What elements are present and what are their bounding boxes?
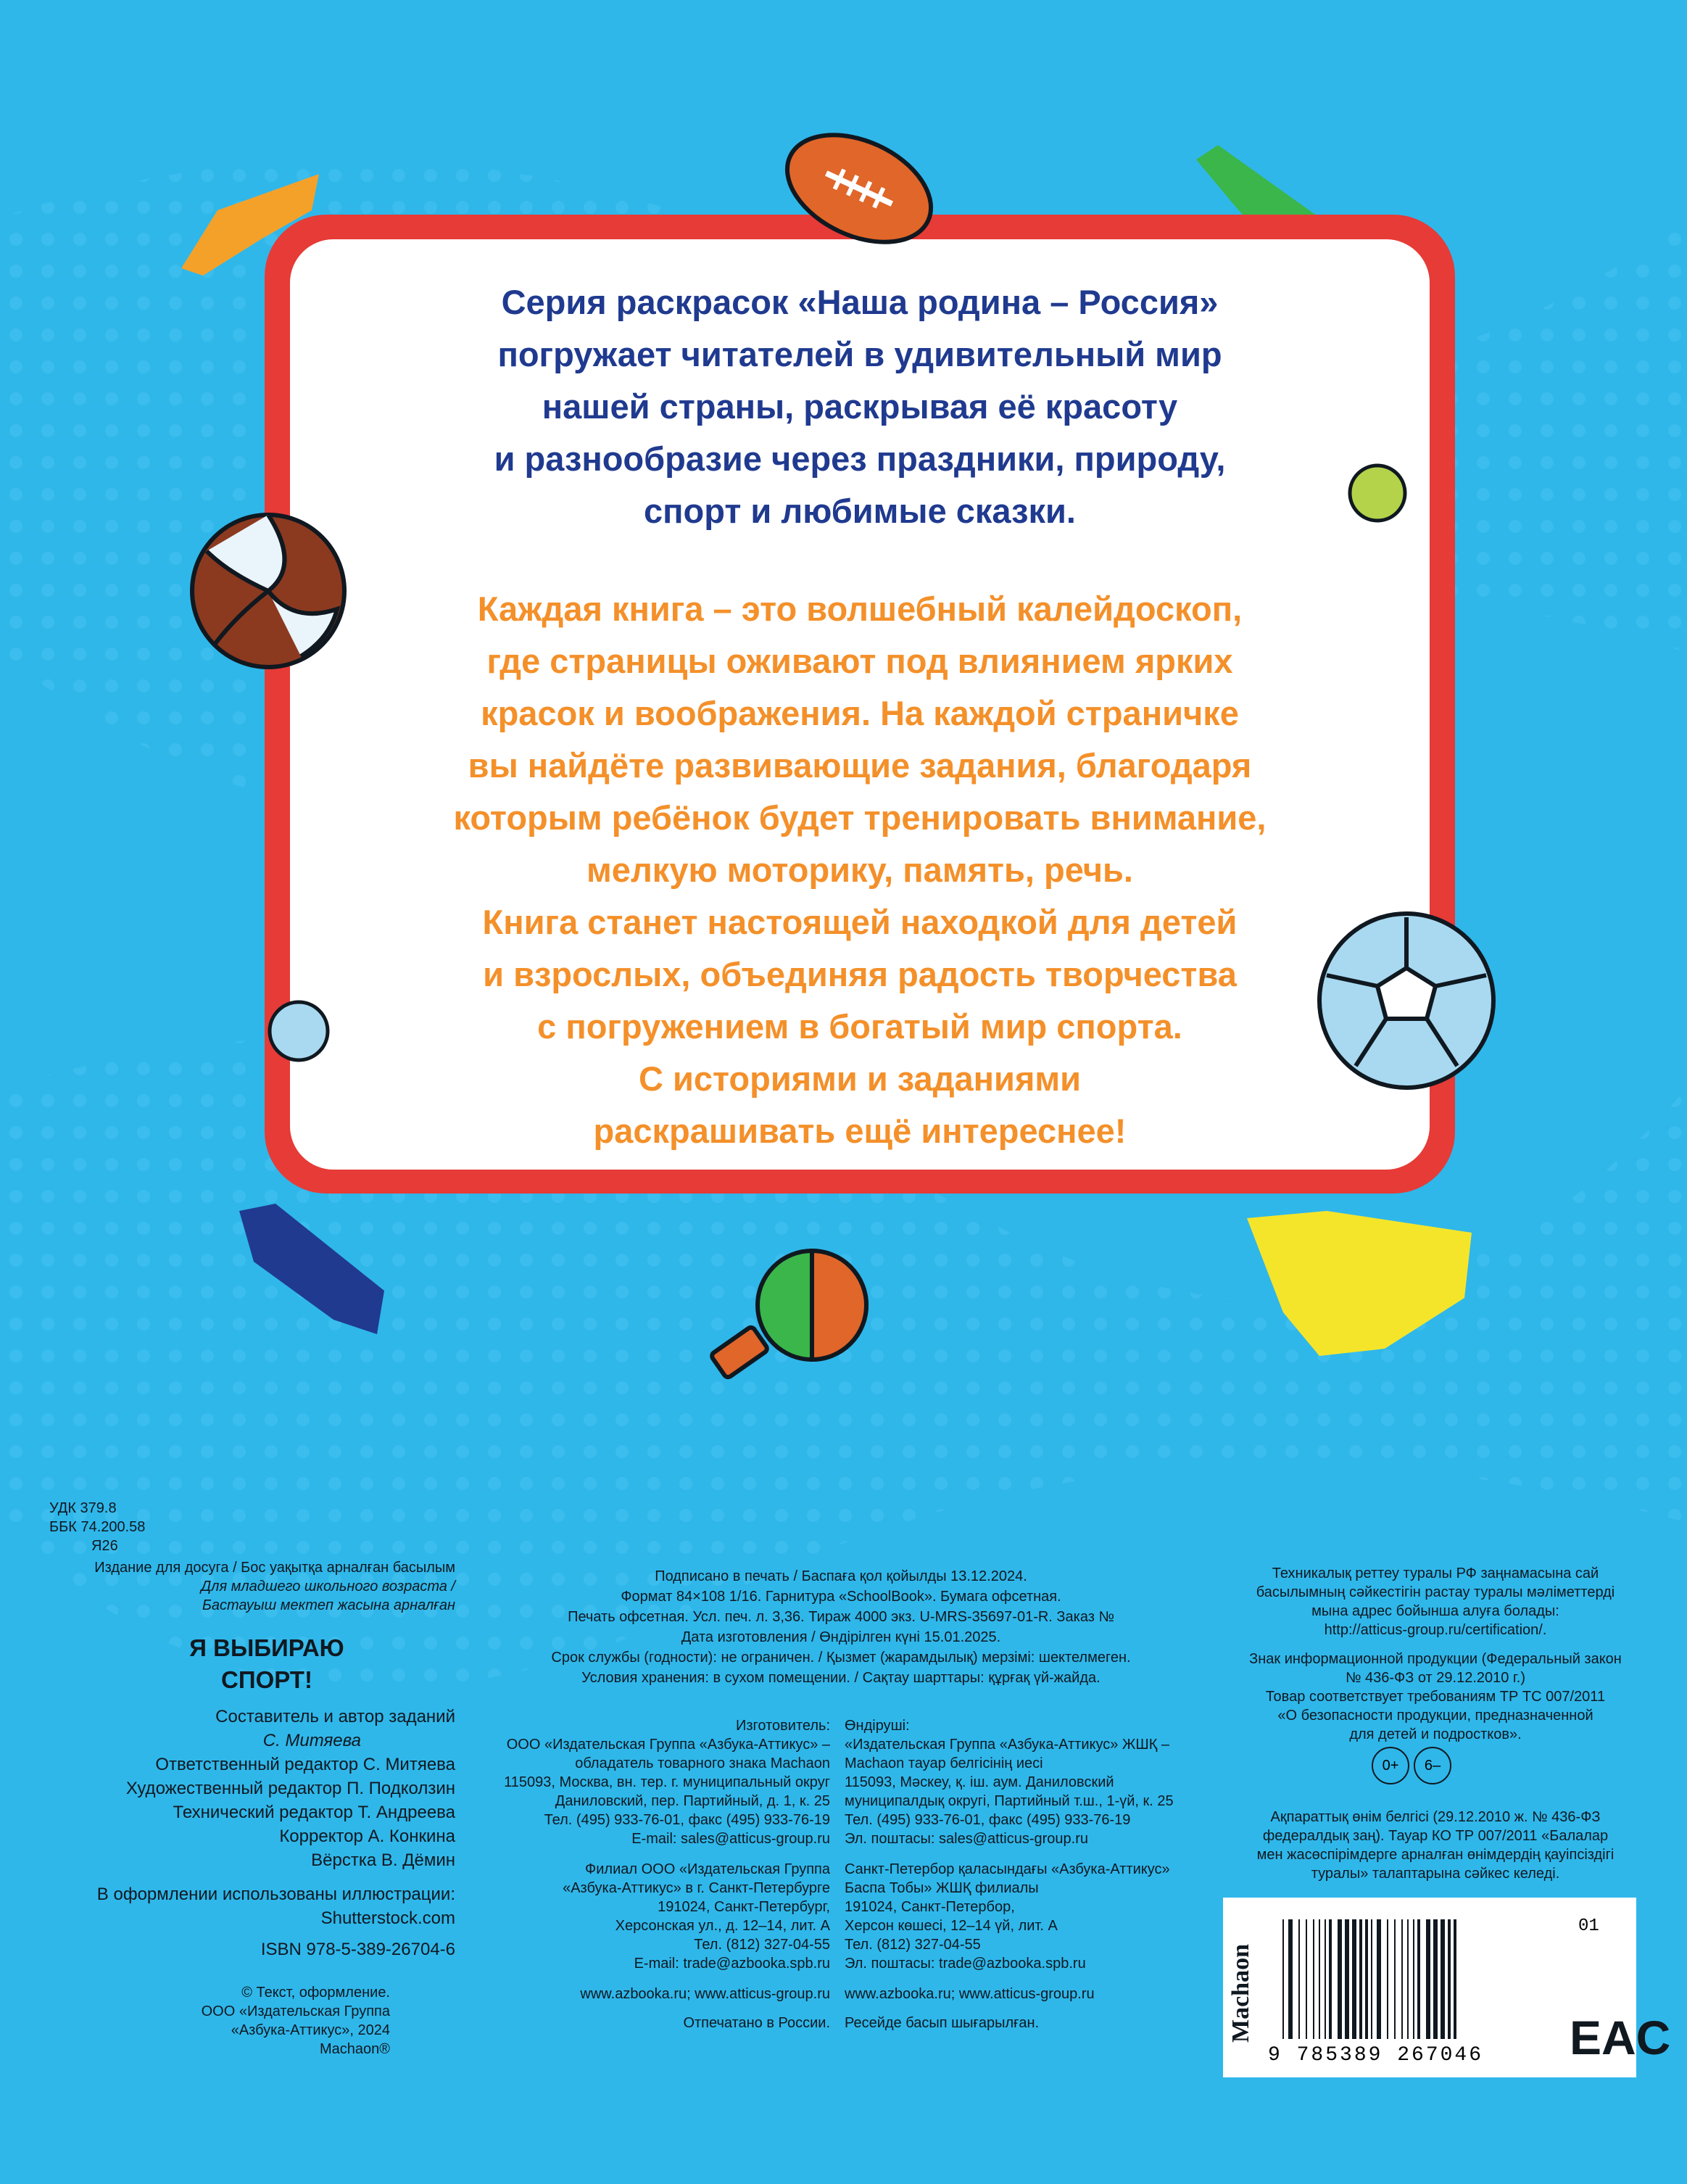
edition-age-kz: Бастауыш мектеп жасына арналған	[202, 1597, 455, 1613]
kz-line: мен жасөспірімдерге арналған өнімдердің қауіпсіздігі	[1256, 1847, 1615, 1863]
blurb-line: Книга станет настоящей находкой для детей	[482, 903, 1238, 941]
info-line: Знак информационной продукции (Федеральный закон	[1249, 1651, 1622, 1667]
print-line: Печать офсетная. Усл. печ. л. 3,36. Тираж 4000 экз. U-MRS-35697-01-R. Заказ №	[568, 1609, 1114, 1625]
barcode-bar	[1282, 1919, 1284, 2039]
small-ball-icon	[265, 997, 333, 1066]
barcode-number: 9 785389 267046	[1268, 2044, 1484, 2067]
manufacturer-line: 191024, Санкт-Петербор,	[845, 1899, 1015, 1915]
barcode-bar	[1325, 1919, 1326, 2039]
manufacturer-ru	[464, 1716, 830, 2032]
manufacturer-line	[464, 1848, 830, 1860]
manufacturer-line: муниципалдық округі, Партийный т.ш., 1-үй, к. 25	[845, 1793, 1174, 1809]
imprint-left	[49, 1499, 455, 2059]
credit-line: Составитель и автор заданий	[215, 1707, 455, 1726]
barcode-bar	[1401, 1919, 1403, 2039]
book-description	[312, 583, 1408, 1157]
barcode-bar	[1288, 1919, 1293, 2039]
manufacturer-line	[845, 1848, 1222, 1860]
barcode-bar	[1417, 1919, 1420, 2039]
manufacturer-line: Баспа Тобы» ЖШҚ филиалы	[845, 1880, 1039, 1896]
print-line: Дата изготовления / Өндірілген күні 15.01.2025.	[681, 1629, 1001, 1645]
age-mark-0: 0+	[1372, 1747, 1409, 1784]
manufacturer-line	[845, 1973, 1222, 1985]
illustrations-source: Shutterstock.com	[320, 1908, 455, 1928]
barcode-bar	[1413, 1919, 1414, 2039]
cert-line: басылымның сәйкестігін растау туралы мәліметтерді	[1256, 1584, 1615, 1600]
edition-age: Для младшего школьного возраста /	[201, 1579, 455, 1594]
blurb-line: которым ребёнок будет тренировать внимание,	[453, 798, 1267, 837]
volleyball-icon	[185, 508, 352, 674]
imprint-right-kz	[1232, 1808, 1638, 1883]
print-line: Формат 84×108 1/16. Гарнитура «SchoolBook». Бумага офсетная.	[621, 1589, 1061, 1605]
manufacturer-kz	[845, 1716, 1222, 2032]
manufacturer-line: Херсонская ул., д. 12–14, лит. А	[615, 1918, 830, 1934]
barcode-bar	[1345, 1919, 1349, 2039]
author-code: Я26	[91, 1538, 118, 1554]
blurb-line: Серия раскрасок «Наша родина – Россия»	[501, 283, 1219, 321]
barcode-bar	[1448, 1919, 1451, 2039]
blurb-line: вы найдёте развивающие задания, благодаря	[468, 746, 1252, 785]
tennis-ball-icon	[1345, 460, 1410, 526]
bbk-code: ББК 74.200.58	[49, 1519, 146, 1535]
blurb-line: С историями и заданиями	[638, 1059, 1082, 1098]
manufacturer-line: обладатель товарного знака Machaon	[575, 1755, 830, 1771]
manufacturer-line: ООО «Издательская Группа «Азбука-Аттикус» –	[506, 1737, 830, 1753]
blurb-line: нашей страны, раскрывая её красоту	[542, 387, 1178, 426]
blurb-line: и разнообразие через праздники, природу,	[494, 439, 1226, 478]
manufacturer-line: www.azbooka.ru; www.atticus-group.ru	[580, 1986, 830, 2002]
barcode-bar	[1433, 1919, 1438, 2039]
edition-type: Издание для досуга / Бос уақытқа арналған басылым	[94, 1560, 455, 1576]
manufacturer-line: E-mail: sales@atticus-group.ru	[631, 1831, 830, 1847]
age-mark-6: 6–	[1414, 1747, 1451, 1784]
soccer-ball-icon	[1312, 906, 1501, 1095]
blurb-line: погружает читателей в удивительный мир	[497, 335, 1222, 373]
manufacturer-line	[464, 2003, 830, 2014]
ping-pong-paddle-icon	[703, 1240, 884, 1399]
barcode-bar	[1365, 1919, 1368, 2039]
manufacturer-line: Тел. (495) 933-76-01, факс (495) 933-76-19	[845, 1812, 1131, 1828]
barcode-bar	[1319, 1919, 1320, 2039]
manufacturer-line: «Издательская Группа «Азбука-Аттикус» ЖШҚ –	[845, 1737, 1170, 1753]
copyright-line: «Азбука-Аттикус», 2024	[231, 2022, 390, 2038]
blurb-line: где страницы оживают под влиянием ярких	[486, 642, 1233, 680]
barcode-bar	[1306, 1919, 1307, 2039]
print-line: Условия хранения: в сухом помещении. / Сақтау шарттары: құрғақ үй-жайда.	[581, 1670, 1101, 1686]
cert-line: Техникалық реттеу туралы РФ заңнамасына сай	[1272, 1565, 1599, 1581]
book-title: Я ВЫБИРАЮ	[189, 1634, 344, 1661]
navy-paint-stroke	[232, 1196, 391, 1341]
printed-in: Отпечатано в России.	[683, 2015, 830, 2031]
manufacturer-line: 115093, Мәскеу, қ. іш. аум. Даниловский	[845, 1774, 1114, 1790]
copyright-line: Machaon®	[319, 2041, 390, 2057]
manufacturer-line: Тел. (812) 327-04-55	[845, 1937, 981, 1953]
manufacturer-line	[464, 1973, 830, 1985]
yellow-paint-stroke	[1240, 1204, 1479, 1363]
info-line: № 436-ФЗ от 29.12.2010 г.)	[1345, 1670, 1525, 1686]
manufacturer-line: E-mail: trade@azbooka.spb.ru	[634, 1956, 830, 1972]
manufacturer-line: Даниловский, пер. Партийный, д. 1, к. 25	[555, 1793, 830, 1809]
blurb-line: Каждая книга – это волшебный калейдоскоп,	[477, 590, 1243, 628]
print-line: Подписано в печать / Баспаға қол қойылды 13.12.2024.	[655, 1568, 1027, 1584]
barcode-bar	[1454, 1919, 1456, 2039]
blurb-line: спорт и любимые сказки.	[644, 492, 1076, 530]
copyright-line: ООО «Издательская Группа	[201, 2003, 390, 2019]
blurb-line: и взрослых, объединяя радость творчества	[483, 955, 1237, 993]
manufacturer-line: Херсон көшесі, 12–14 үй, лит. А	[845, 1918, 1058, 1934]
barcode-bar	[1394, 1919, 1396, 2039]
manufacturer-line: 115093, Москва, вн. тер. г. муниципальный округ	[504, 1774, 830, 1790]
barcode-bar	[1329, 1919, 1332, 2039]
publisher-logo: Machaon	[1227, 1944, 1254, 2043]
udk-code: УДК 379.8	[49, 1500, 117, 1516]
barcode-bar	[1338, 1919, 1342, 2039]
manufacturer-line: Machaon тауар белгісінің иесі	[845, 1755, 1043, 1771]
manufacturer-line: Өндіруші:	[845, 1718, 910, 1734]
manufacturer-line: «Азбука-Аттикус» в г. Санкт-Петербурге	[563, 1880, 830, 1896]
manufacturer-line: Эл. поштасы: sales@atticus-group.ru	[845, 1831, 1088, 1847]
barcode-bar	[1313, 1919, 1314, 2039]
manufacturer-line: www.azbooka.ru; www.atticus-group.ru	[845, 1986, 1095, 2002]
manufacturer-line	[845, 2003, 1222, 2014]
barcode-bar	[1407, 1919, 1409, 2039]
isbn: ISBN 978-5-389-26704-6	[260, 1940, 455, 1959]
credit-line: Ответственный редактор С. Митяева	[155, 1755, 455, 1774]
printed-in: Ресейде басып шығарылған.	[845, 2015, 1040, 2031]
credit-line: Корректор А. Конкина	[279, 1827, 455, 1846]
manufacturer-line: Тел. (812) 327-04-55	[694, 1937, 830, 1953]
blurb-line: мелкую моторику, память, речь.	[586, 851, 1133, 889]
imprint-print-details	[493, 1566, 1189, 1688]
info-line: Товар соответствует требованиям ТР ТС 007/2011	[1265, 1689, 1606, 1705]
kz-line: федералдық заң). Тауар КО ТР 007/2011 «Балалар	[1262, 1828, 1609, 1844]
kz-line: туралы» талаптарына сәйкес келеді.	[1311, 1866, 1560, 1882]
blurb-line: с погружением в богатый мир спорта.	[537, 1007, 1182, 1046]
book-title: СПОРТ!	[221, 1666, 312, 1693]
copyright-line: © Текст, оформление.	[241, 1985, 390, 2001]
credit-line: С. Митяева	[262, 1731, 361, 1750]
credit-line: Вёрстка В. Дёмин	[311, 1850, 455, 1870]
print-line: Срок службы (годности): не ограничен. / Қызмет (жарамдылық) мерзімі: шектелмеген.	[551, 1650, 1131, 1666]
barcode-bar	[1359, 1919, 1362, 2039]
blurb-line: раскрашивать ещё интереснее!	[593, 1112, 1127, 1150]
cert-line: мына адрес бойынша алуға болады:	[1311, 1603, 1559, 1619]
manufacturer-line: Санкт-Петербор қаласындағы «Азбука-Аттикус»	[845, 1861, 1170, 1877]
eac-mark: EAC	[1570, 2011, 1671, 2064]
barcode-bar	[1377, 1919, 1381, 2039]
manufacturer-line: Филиал ООО «Издательская Группа	[585, 1861, 830, 1877]
barcode-bar	[1426, 1919, 1430, 2039]
barcode-bar	[1352, 1919, 1356, 2039]
blurb-line: красок и воображения. На каждой страничке	[481, 694, 1239, 732]
series-description	[312, 276, 1408, 537]
barcode-bar	[1298, 1919, 1300, 2039]
info-line: для детей и подростков».	[1349, 1726, 1522, 1742]
manufacturer-line: 191024, Санкт-Петербург,	[658, 1899, 830, 1915]
cert-line: http://atticus-group.ru/certification/.	[1324, 1622, 1547, 1638]
manufacturer-line: Изготовитель:	[736, 1718, 830, 1734]
manufacturer-line: Тел. (495) 933-76-01, факс (495) 933-76-19	[544, 1812, 830, 1828]
kz-line: Ақпараттық өнім белгісі (29.12.2010 ж. № 436-ФЗ	[1270, 1809, 1601, 1825]
illustrations-credit: В оформлении использованы иллюстрации:	[96, 1885, 455, 1904]
barcode-bar	[1441, 1919, 1445, 2039]
info-line: «О безопасности продукции, предназначенной	[1277, 1708, 1593, 1724]
barcode-bar	[1387, 1919, 1388, 2039]
barcode-addon: 01	[1578, 1916, 1599, 1936]
manufacturer-line: Эл. поштасы: trade@azbooka.spb.ru	[845, 1956, 1086, 1972]
credit-line: Художественный редактор П. Подколзин	[125, 1779, 455, 1798]
imprint-right	[1232, 1564, 1638, 1744]
barcode-bar	[1371, 1919, 1372, 2039]
american-football-icon	[768, 116, 950, 261]
credit-line: Технический редактор Т. Андреева	[173, 1803, 455, 1822]
barcode	[1280, 1919, 1570, 2043]
